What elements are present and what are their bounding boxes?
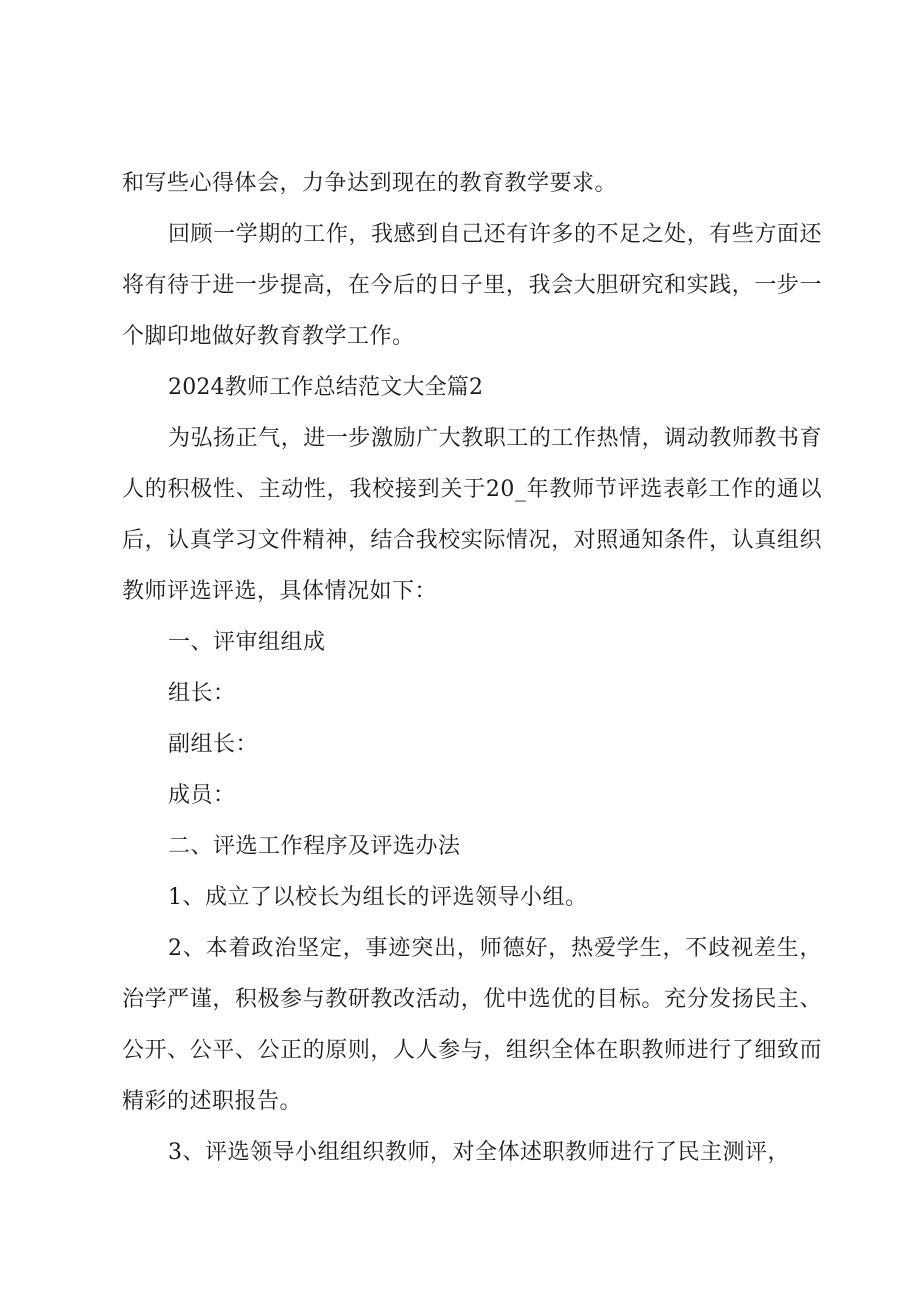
line-members: 成员： xyxy=(168,783,236,808)
document-body xyxy=(122,158,822,1178)
subheading-procedure: 二、评选工作程序及评选办法 xyxy=(168,834,461,859)
list-item-3: 3、评选领导小组组织教师，对全体述职教师进行了民主测评， xyxy=(168,1140,790,1165)
section-heading: 2024教师工作总结范文大全篇2 xyxy=(168,375,484,400)
line-leader: 组长： xyxy=(168,681,236,706)
paragraph-review: 回顾一学期的工作，我感到自己还有许多的不足之处，有些方面还将有待于进一步提高，在今后的日子里，我会大胆研究和实践，一步一个脚印地做好教育教学工作。 xyxy=(122,222,822,349)
list-item-1: 1、成立了以校长为组长的评选领导小组。 xyxy=(168,885,588,910)
list-item-2: 2、本着政治坚定，事迹突出，师德好，热爱学生，不歧视差生，治学严谨，积极参与教研教改活动，优中选优的目标。充分发扬民主、公开、公平、公正的原则，人人参与，组织全体在职教师进行了细致而精彩的述职报告。 xyxy=(122,936,822,1114)
paragraph-intro: 为弘扬正气，进一步激励广大教职工的工作热情，调动教师教书育人的积极性、主动性，我校接到关于20_年教师节评选表彰工作的通以后，认真学习文件精神，结合我校实际情况，对照通知条件，认真组织教师评选评选，具体情况如下： xyxy=(122,426,822,604)
line-deputy-leader: 副组长： xyxy=(168,732,259,757)
paragraph-continuation: 和写些心得体会，力争达到现在的教育教学要求。 xyxy=(122,171,618,196)
subheading-committee: 一、评审组组成 xyxy=(168,630,326,655)
